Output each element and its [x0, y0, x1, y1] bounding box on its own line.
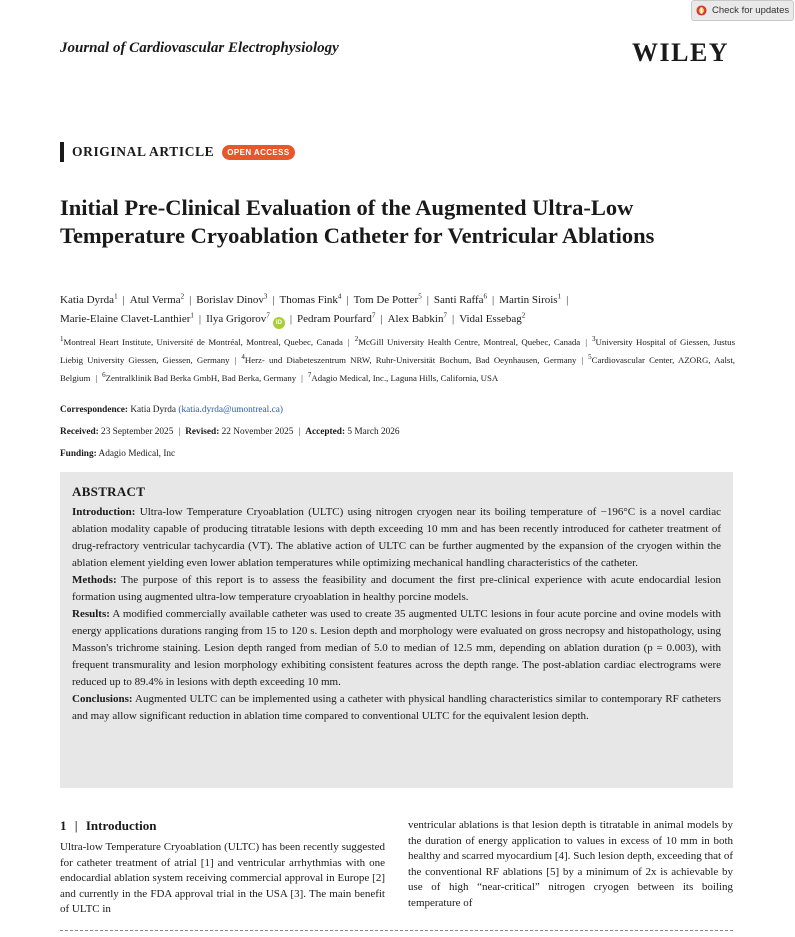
affiliation-separator: |: [581, 354, 584, 365]
author-name: Pedram Pourfard: [297, 313, 372, 326]
accepted-label: Accepted:: [305, 427, 346, 437]
affiliation-sup: 5: [588, 352, 592, 361]
affiliation-separator: |: [234, 354, 237, 365]
author[interactable]: [206, 313, 285, 325]
affiliation-sup: 3: [591, 335, 596, 343]
revised-label: Revised:: [185, 427, 220, 437]
correspondence-label: Correspondence:: [60, 405, 128, 415]
funding-value: Adagio Medical, Inc: [98, 449, 176, 459]
affiliation-sup: 7: [307, 370, 312, 379]
article-type-label: ORIGINAL ARTICLE: [72, 144, 215, 159]
affiliation-sup: 1: [60, 335, 64, 343]
author[interactable]: [280, 294, 342, 306]
affiliation-list: [60, 332, 735, 386]
affiliation-sup: 6: [102, 370, 106, 379]
abstract-conclusions: [72, 691, 721, 725]
author-separator: |: [380, 313, 383, 326]
abstract-box: [60, 472, 733, 788]
correspondence-email[interactable]: (katia.dyrda@umontreal.ca): [178, 405, 283, 415]
affiliation-text: Cardiovascular Center, AZORG, Aalst, Belgium: [60, 354, 735, 383]
open-access-badge: OPEN ACCESS: [222, 145, 294, 160]
abstract-introduction-label: Introduction:: [72, 506, 136, 518]
author-affiliation-sup: 3: [263, 292, 268, 300]
author[interactable]: [354, 294, 422, 306]
section-separator: |: [74, 818, 78, 833]
section-title: Introduction: [85, 818, 157, 833]
author[interactable]: [499, 294, 561, 306]
funding: [60, 449, 175, 459]
correspondence-name: Katia Dyrda: [130, 405, 177, 415]
dates-line: Received: 23 September 2025 | Revised: 22 November 2025 | Accepted: 5 March 2026: [60, 427, 400, 437]
author-separator: |: [122, 293, 125, 306]
author-affiliation-sup: 5: [418, 292, 422, 300]
author-separator: |: [451, 313, 455, 326]
abstract-introduction: [72, 504, 721, 572]
abstract-methods: [72, 572, 721, 606]
correspondence: [60, 405, 283, 415]
author-separator: |: [566, 293, 569, 306]
author-affiliation-sup: 7: [443, 311, 447, 320]
author[interactable]: [388, 313, 447, 325]
affiliation-separator: |: [347, 336, 350, 347]
author[interactable]: [297, 313, 375, 325]
affiliation-text: Herz- und Diabeteszentrum NRW, Ruhr-Universität Bochum, Bad Oeynhausen, Germany: [244, 354, 577, 365]
article-title: Initial Pre-Clinical Evaluation of the Augmented Ultra-Low Temperature Cryoablation Catheter for Ventricular Ablations: [60, 195, 655, 248]
author-name: Martin Sirois: [499, 293, 558, 306]
author-name: Santi Raffa: [433, 293, 484, 306]
author[interactable]: [60, 313, 194, 325]
abstract-results-text: A modified commercially available catheter was used to create 35 augmented ULTC lesions in four acute porcine and ovine models with energy applications durations ranging from 15 to 120 s. Lesion depth and morphology were evaluated on gross necropsy and histopathology, using Masson's trichrome staining. Lesion depth ranged from median of 5.0 to median of 12.5 mm, depending on ablation duration (p = 0.003), with frequent transmurality and lesion morphology exhibiting consistent features across the depth range. The post-ablation cardiac electrograms were reduced up to 89.4% in lesions with depth exceeding 10 mm.: [72, 608, 721, 688]
section-number: 1: [60, 818, 67, 833]
author[interactable]: [60, 294, 118, 306]
author-affiliation-sup: 1: [114, 292, 118, 300]
publisher-logo: WILEY: [632, 38, 730, 67]
affiliation-text: Adagio Medical, Inc., Laguna Hills, California, USA: [311, 372, 499, 383]
author-name: Thomas Fink: [279, 293, 338, 306]
author-separator: |: [426, 293, 429, 306]
author-affiliation-sup: 2: [521, 311, 526, 320]
author-name: Tom De Potter: [353, 293, 419, 306]
affiliation: [355, 337, 581, 347]
affiliation-text: Zentralklinik Bad Berka GmbH, Bad Berka, Germany: [105, 372, 297, 383]
author-separator: |: [346, 293, 349, 306]
author-list: [60, 288, 750, 329]
author[interactable]: [459, 313, 525, 325]
affiliation-text: University Hospital of Giessen, Justus Liebig University Giessen, Giessen, Germany: [60, 336, 735, 365]
check-for-updates-button[interactable]: [691, 0, 794, 21]
section-heading-introduction: [60, 818, 156, 834]
author[interactable]: [130, 294, 184, 306]
author[interactable]: [434, 294, 487, 306]
author-affiliation-sup: 4: [337, 292, 342, 300]
abstract-conclusions-text: Augmented ULTC can be implemented using a catheter with physical handling characteristics similar to contemporary RF catheters and may allow significant reduction in ablation time compared to conventional ULTC for the equivalent lesion depth.: [72, 693, 721, 722]
body-column-right: ventricular ablations is that lesion depth is titratable in animal models by the duration of energy application to values in excess of 10 mm in both healthy and scarred myocardium [4]. Such lesion depth, exceeding that of the conventional RF ablations [5] by a minimum of 2x is achievable by use of high “near-critical” nitrogen cryogen between its boiling temperature of: [408, 819, 733, 909]
abstract-methods-label: Methods:: [72, 574, 117, 586]
affiliation: [241, 352, 577, 365]
abstract-methods-text: The purpose of this report is to assess the feasibility and document the first pre-clinical experience with acute endocardial lesion formation using augmented ultra-low temperature cryoablation in healthy porcine models.: [72, 574, 721, 603]
body-column-left: Ultra-low Temperature Cryoablation (ULTC) has been recently suggested for catheter treatment of atrial [1] and ventricular arrhythmias with one endocardial ablation system receiving commercial approval in Europe [2] and currently in the FDA approval trial in the USA [3]. The main benefit of ULTC in: [60, 841, 385, 915]
funding-label: Funding:: [60, 449, 97, 459]
author-affiliation-sup: 7: [266, 311, 270, 320]
crossmark-icon: [696, 5, 707, 16]
affiliation-separator: |: [95, 372, 98, 383]
affiliation: [102, 370, 297, 383]
page-bottom-divider: [60, 930, 733, 931]
affiliation-separator: |: [585, 336, 587, 347]
author-separator: |: [272, 293, 275, 306]
author-affiliation-sup: 1: [557, 292, 562, 300]
affiliation-sup: 2: [354, 335, 359, 343]
author-separator: |: [289, 313, 293, 326]
affiliation-sup: 4: [241, 352, 245, 361]
abstract-introduction-text: Ultra-low Temperature Cryoablation (ULTC) using nitrogen cryogen near its boiling temperature of −196°C is a novel cardiac ablation modality capable of producing titratable lesions with depth exceeding 10 mm and has been recently introduced for catheter treatment of drug-refractory ventricular tachycardia (VT). The ablative action of ULTC can be further augmented by the expansion of the cryogen within the ablation element yielding even lower ablation temperatures while optimizing mechanical handling characteristics of the catheter.: [72, 506, 722, 569]
affiliation-text: McGill University Health Centre, Montreal, Quebec, Canada: [358, 336, 581, 347]
abstract-heading: ABSTRACT: [72, 484, 146, 499]
check-updates-label: Check for updates: [712, 5, 790, 16]
author-affiliation-sup: 6: [483, 292, 488, 300]
author-name: Vidal Essebag: [459, 313, 522, 326]
orcid-icon[interactable]: iD: [273, 317, 285, 329]
author-separator: |: [492, 293, 495, 306]
revised-date: 22 November 2025: [221, 427, 294, 437]
affiliation: [307, 370, 499, 383]
author[interactable]: [196, 294, 267, 306]
author-name: Ilya Grigorov: [206, 313, 267, 326]
article-type-bar: [60, 142, 64, 162]
author-name: Borislav Dinov: [196, 293, 264, 306]
author-separator: |: [198, 313, 202, 326]
received-label: Received:: [60, 427, 99, 437]
author-affiliation-sup: 1: [190, 311, 194, 320]
affiliation-separator: |: [301, 372, 303, 383]
affiliation-text: Montreal Heart Institute, Université de Montréal, Montreal, Quebec, Canada: [63, 336, 343, 347]
author-name: Katia Dyrda: [60, 293, 115, 306]
affiliation: [60, 337, 343, 347]
abstract-results: [72, 606, 721, 691]
author-affiliation-sup: 7: [371, 311, 376, 320]
abstract-results-label: Results:: [72, 608, 110, 620]
author-affiliation-sup: 2: [180, 292, 185, 300]
author-separator: |: [189, 293, 192, 306]
abstract-conclusions-label: Conclusions:: [72, 693, 133, 705]
article-type: [60, 142, 295, 162]
author-name: Atul Verma: [129, 293, 181, 306]
author-name: Marie-Elaine Clavet-Lanthier: [60, 313, 191, 326]
journal-name: Journal of Cardiovascular Electrophysiology: [60, 40, 339, 56]
accepted-date: 5 March 2026: [347, 427, 400, 437]
received-date: 23 September 2025: [101, 427, 174, 437]
author-name: Alex Babkin: [387, 313, 444, 326]
